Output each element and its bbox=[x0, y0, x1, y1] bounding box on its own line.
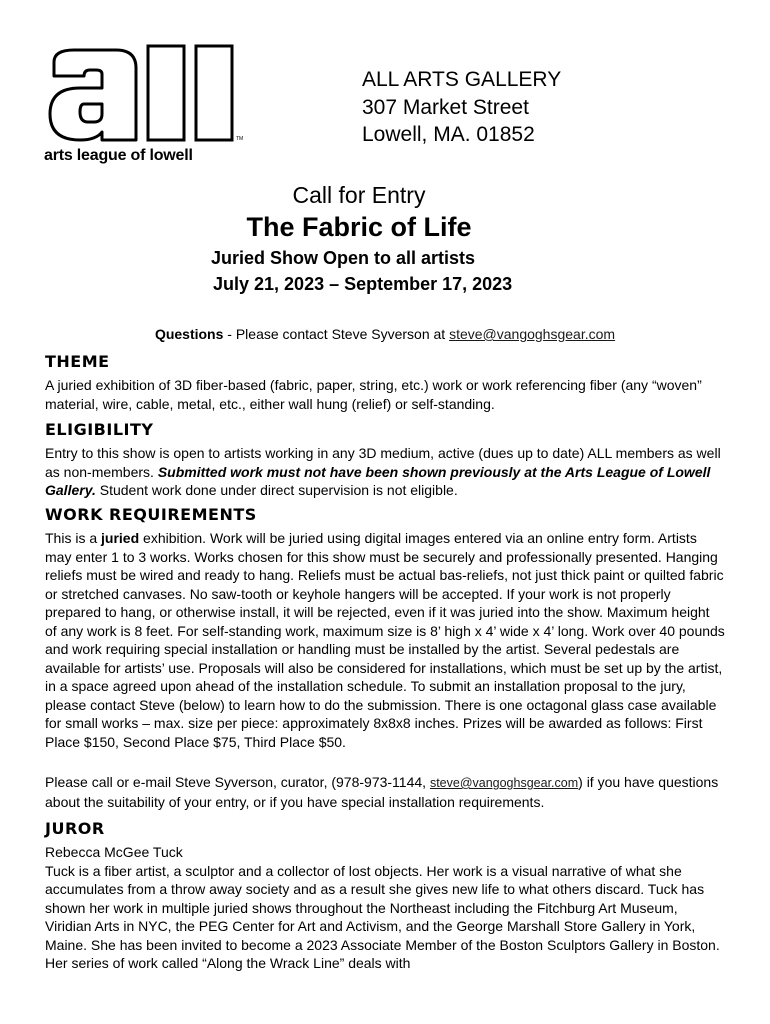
gallery-name: ALL ARTS GALLERY bbox=[362, 68, 562, 91]
theme-heading: THEME bbox=[45, 352, 110, 371]
contact-body bbox=[45, 773, 725, 811]
show-title: The Fabric of Life bbox=[246, 212, 472, 242]
gallery-street: 307 Market Street bbox=[362, 95, 529, 119]
work-text-start: This is a bbox=[45, 530, 102, 546]
juror-name: Rebecca McGee Tuck bbox=[45, 844, 183, 860]
eligibility-text-start: Entry to this show is open to artists working in any 3D medium, active (dues up to date) ALL members as well as non-members. bbox=[45, 445, 721, 480]
work-text-rest: exhibition. Work will be juried using digital images entered via an online entry form. Artists may enter 1 to 3 works. Works chosen for this show must be securely and professionally presented. Hanging reliefs must be wired and ready to hang. Reliefs must be actual bas-reliefs, not just thick paint or quilted fabric or stretched canvases. No saw-tooth or keyhole hangers will be accepted. If your work is not properly prepared to hang, or otherwise install, it will be rejected, even if it was juried into the show. Maximum height of any work is 8 feet. For self-standing work, maximum size is 8’ high x 4’ wide x 4’ long. Work over 40 pounds and work requiring special installation or handling must be installed by the artist. Several pedestals are available for artists’ use. Proposals will also be considered for installations, which must be set up by the artist, in a space agreed upon ahead of the installation schedule. To submit an installation proposal to the jury, please contact Steve (below) to learn how to do the submission. There is one octagonal glass case available for small works – max. size per piece: approximately 8x8x8 inches. Prizes will be awarded as follows: First Place $150, Second Place $75, Third Place $50. bbox=[45, 530, 725, 750]
contact-text-end: ) if you have questions about the suitability of your entry, or if you have special installation requirements. bbox=[45, 774, 719, 810]
contact-text-start: Please call or e-mail Steve Syverson, curator, (978-973-1144, bbox=[45, 774, 430, 790]
arts-league-logo bbox=[44, 44, 250, 166]
juror-section bbox=[45, 819, 725, 973]
eligibility-emphasis: Submitted work must not have been shown previously at the Arts League of Lowell Gallery. bbox=[45, 463, 711, 498]
questions-text: - Please contact Steve Syverson at bbox=[223, 326, 450, 342]
contact-section bbox=[45, 773, 725, 811]
eligibility-text-end: Student work done under direct supervision is not eligible. bbox=[95, 482, 458, 498]
work-text-bold: juried bbox=[101, 530, 140, 546]
eligibility-section bbox=[45, 420, 725, 500]
gallery-city: Lowell, MA. 01852 bbox=[362, 123, 535, 146]
eligibility-heading: ELIGIBILITY bbox=[45, 420, 154, 439]
call-for-entry: Call for Entry bbox=[292, 182, 426, 208]
questions-label: Questions bbox=[154, 326, 224, 342]
show-subtitle: Juried Show Open to all artists bbox=[211, 248, 476, 268]
work-requirements-heading: WORK REQUIREMENTS bbox=[45, 505, 257, 524]
theme-section bbox=[45, 352, 725, 413]
theme-body: A juried exhibition of 3D fiber-based (fabric, paper, string, etc.) work or work referencing fiber (any “woven” material, wire, cable, metal, etc., either wall hung (relief) or self-standing. bbox=[45, 377, 702, 412]
work-requirements-section bbox=[45, 505, 725, 751]
juror-bio: Tuck is a fiber artist, a sculptor and a collector of lost objects. Her work is a visual narrative of what she accumulates from a throw away society and as a result she gives new life to what others discard. Tuck has shown her work in multiple juried shows throughout the Northeast including the Fitchburg Art Museum, Viridian Arts in NYC, the PEG Center for Art and Activism, and the George Marshall Store Gallery in York, Maine. She has been invited to become a 2023 Associate Member of the Boston Sculptors Gallery in Boston. Her series of work called “Along the Wrack Line” deals with bbox=[45, 862, 720, 971]
show-dates: July 21, 2023 – September 17, 2023 bbox=[213, 274, 513, 294]
questions-line bbox=[0, 326, 770, 342]
logo-caption: arts league of lowell bbox=[44, 147, 193, 164]
contact-email-link[interactable]: steve@vangoghsgear.com bbox=[429, 776, 579, 790]
work-requirements-body bbox=[45, 529, 725, 751]
questions-email-link[interactable]: steve@vangoghsgear.com bbox=[449, 326, 616, 342]
juror-heading: JUROR bbox=[45, 819, 105, 838]
trademark-mark: TM bbox=[236, 136, 244, 142]
all-wordmark-icon bbox=[44, 44, 250, 146]
gallery-address bbox=[362, 66, 561, 149]
eligibility-body bbox=[45, 444, 725, 500]
